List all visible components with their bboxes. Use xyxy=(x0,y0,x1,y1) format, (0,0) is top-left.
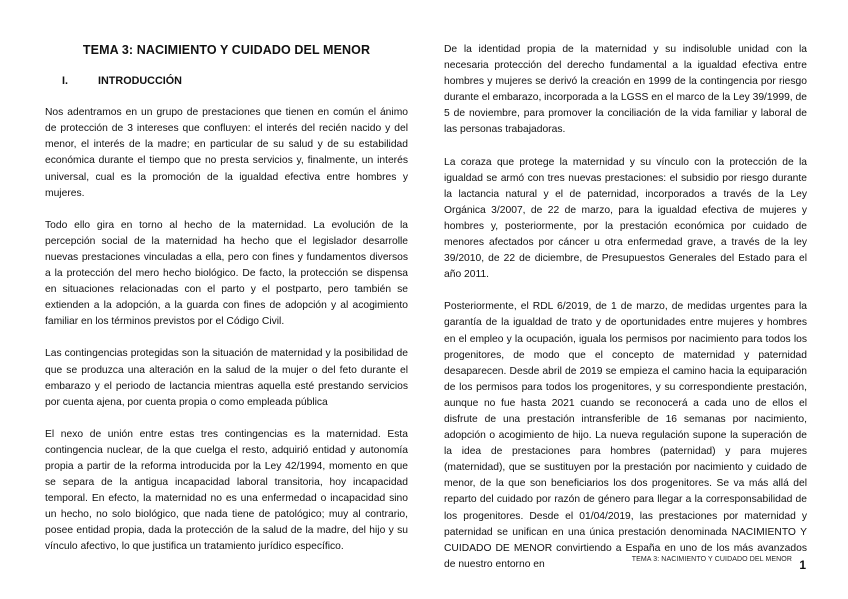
page-footer: TEMA 3: NACIMIENTO Y CUIDADO DEL MENOR xyxy=(631,556,792,563)
paragraph: La coraza que protege la maternidad y su vínculo con la protección de la igualdad se armó con tres nuevas prestaciones: el subsidio por riesgo durante la lactancia natural y el de paternidad, incorporados a través de la Ley Orgánica 3/2007, de 22 de marzo, para la igualdad efectiva de mujeres y hombres y, posteriormente, por la prestación económica por cuidado de menores afectados por cáncer u otra enfermedad grave, a través de la ley 39/2010, de 22 de diciembre, de Presupuestos Generales del Estado para el año 2011. xyxy=(444,156,807,281)
section-heading xyxy=(45,73,408,89)
right-column xyxy=(444,42,807,589)
paragraph: Nos adentramos en un grupo de prestaciones que tienen en común el ánimo de protección de 3 intereses que confluyen: el interés del recién nacido y del menor, el interés de la madre; en particular de su salud y de su estabilidad económica durante el tiempo que no presta servicios y, finalmente, un interés universal, cual es la promoción de la igualdad efectiva entre hombres y mujeres. xyxy=(45,107,408,199)
page-number: 1 xyxy=(799,558,806,572)
paragraph: Posteriormente, el RDL 6/2019, de 1 de marzo, de medidas urgentes para la garantía de la igualdad de trato y de oportunidades entre mujeres y hombres en el empleo y la ocupación, iguala los permisos por nacimiento para todos los progenitores, de modo que el concepto de maternidad y paternidad desaparecen. Desde abril de 2019 se empieza el camino hacia la equiparación de los permisos para todos los progenitores, y su correspondiente prestación, aunque no fue hasta 2021 cuando se reconocerá a cada uno de ellos el disfrute de una prestación intransferible de 16 semanas por nacimiento, adopción o acogimiento de hijo. La nueva regulación supone la superación de la idea de prestaciones para hombres (paternidad) y para mujeres (maternidad), que se sustituyen por la prestación por nacimiento y cuidado de menor, de la que son beneficiarios los dos progenitores. Se va más allá del reparto del cuidado por razón de género para llegar a la corresponsabilidad de los progenitores. Desde el 01/04/2019, las prestaciones por maternidad y paternidad se unifican en una única prestación denominada NACIMIENTO Y CUIDADO DE MENOR convirtiendo a España en uno de los más avanzados de nuestro entorno en xyxy=(444,301,807,570)
paragraph: El nexo de unión entre estas tres contingencias es la maternidad. Esta contingencia nuclear, de la que cuelga el resto, adquirió entidad y autonomía propia a partir de la reforma introducida por la Ley 42/1994, momento en que se separa de la antigua incapacidad laboral transitoria, hoy incapacidad temporal. En efecto, la maternidad no es una enfermedad o incapacidad sino un hecho, no solo biológico, que nada tiene de patológico; muy al contrario, posee entidad propia, dada la protección de la salud de la madre, del hijo y su vínculo afectivo, lo que justifica un tratamiento jurídico específico. xyxy=(45,428,408,553)
left-column xyxy=(45,42,408,572)
paragraph: Todo ello gira en torno al hecho de la maternidad. La evolución de la percepción social de la maternidad ha hecho que el legislador desarrolle nuevas prestaciones vinculadas a ella, pero con fines y fundamentos diversos a la protección del mero hecho biológico. De facto, la protección se dispensa en situaciones relacionadas con el parto y el postparto, pero también se extienden a la adopción, a la guarda con fines de adopción y al acogimiento familiar en los términos previstos por el Código Civil. xyxy=(45,219,408,328)
paragraph: Las contingencias protegidas son la situación de maternidad y la posibilidad de que se produzca una alteración en la salud de la mujer o del feto durante el embarazo y el periodo de lactancia mientras aquella esté prestando servicios por cuenta ajena, por cuenta propia o como empleada pública xyxy=(45,348,408,408)
section-number: I. xyxy=(62,75,68,88)
paragraph: De la identidad propia de la maternidad y su indisoluble unidad con la necesaria protección del derecho fundamental a la igualdad efectiva entre hombres y mujeres se derivó la creación en 1999 de la contingencia por riesgo durante el embarazo, incorporada a la LGSS en el marco de la Ley 39/1999, de 5 de noviembre, para promover la conciliación de la vida familiar y laboral de las personas trabajadoras. xyxy=(444,44,807,136)
section-title: INTRODUCCIÓN xyxy=(98,75,182,88)
page-title: TEMA 3: NACIMIENTO Y CUIDADO DEL MENOR xyxy=(82,43,371,57)
